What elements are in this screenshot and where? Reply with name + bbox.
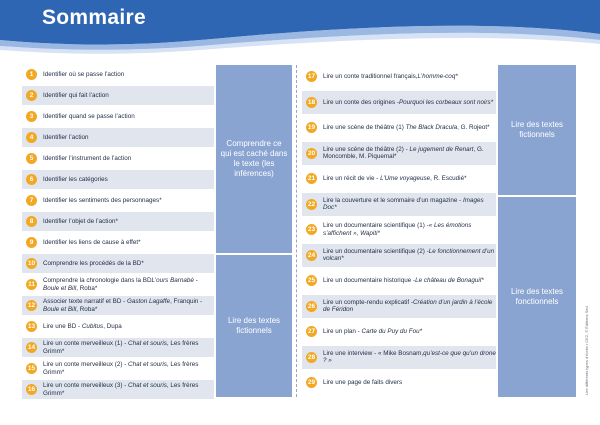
table-row [22,338,214,357]
item-text-part: , Dupa [103,322,122,330]
item-text [43,218,118,225]
table-row [302,320,496,344]
page-title: Sommaire [42,6,146,29]
category-fiction-right: Lire des textes fictionnels [498,65,576,195]
item-text-part: Lire un compte-rendu explicatif - [323,298,413,306]
table-row [302,371,496,395]
item-text [323,197,496,212]
item-text-part: Lire un plan - [323,328,362,336]
item-text [323,328,422,335]
table-row [22,317,214,336]
left-table [22,65,292,397]
table-row [22,359,214,378]
item-number: 19 [307,124,316,132]
item-text-part: Lire un documentaire scientifique (2) - [323,247,429,255]
item-text [43,113,135,120]
item-text-part: Lire un conte merveilleux (1) - [43,340,129,348]
item-text [323,299,496,314]
item-text-part: Lire un documentaire scientifique (1) - [323,222,429,230]
item-text [43,382,214,397]
item-number: 17 [307,73,316,81]
item-text [323,124,490,131]
item-text-part: Le fonctionnement d’un volcan* [323,247,495,263]
item-number: 14 [27,344,36,351]
category-functional: Lire des textes fonctionnels [498,197,576,397]
item-number: 15 [27,365,36,372]
item-text-part: Lire un conte merveilleux (2) - [43,361,129,369]
item-text-part: Images Doc* [323,196,484,212]
table-row [22,170,214,189]
item-text-part: qu’est-ce que qu’un drone ? » [323,349,496,365]
item-text-part: Boule et Bill [43,284,77,292]
right-table [302,65,576,397]
item-text-part: , Franquin - [170,298,203,306]
item-number: 3 [26,111,37,122]
table-row [302,167,496,191]
item-number: 20 [307,149,316,157]
item-text [43,340,214,355]
item-number: 28 [307,353,316,361]
table-row [302,244,496,268]
item-text-part: Gaston Lagaffe [127,298,171,306]
table-row [302,193,496,217]
item-text-part: Boule et Bill [43,305,77,313]
item-text-part: , R. Escudié* [430,175,467,183]
item-text-part: Lire un récit de vie - [323,175,381,183]
item-number: 5 [26,153,37,164]
table-row [302,346,496,370]
item-text-part: Lire un conte des origines - [323,98,399,106]
item-text-part: Pourquoi les corbeaux sont noirs* [398,98,494,106]
item-number: 9 [26,237,37,248]
item-number: 6 [26,174,37,185]
table-row [302,91,496,115]
item-number: 8 [26,216,37,227]
item-number: 16 [27,386,36,393]
item-text [43,298,214,313]
item-text [323,222,496,237]
item-text-part: Associer texte narratif et BD - [43,298,127,306]
table-row [302,295,496,319]
table-row [22,107,214,126]
item-text-part: , Les frères Grimm* [43,340,199,355]
item-text [323,73,458,80]
credit-text: Lire différents types d’écrits • CE2, © Éditions Sed [584,306,589,395]
item-text-part: Chat et souris [128,340,167,348]
table-row [22,296,214,315]
item-text-part: Comprendre les procédés de la BD* [43,259,144,267]
item-number: 25 [307,277,316,285]
item-text-part: Identifier les catégories [43,175,108,183]
item-text-part: « Les émotions s’affichent », Wapiti* [323,222,472,237]
item-text [43,71,124,78]
item-text-part: Lire un conte merveilleux (3) - [43,382,129,390]
item-text-part: Identifier quand se passe l’action [43,112,135,120]
item-text-part: Le château de Bonaguil* [415,277,484,285]
item-number: 29 [307,379,316,387]
item-text-part: Identifier les liens de cause à effet* [43,238,141,246]
item-text-part: , Les frères Grimm* [43,382,199,397]
item-number: 18 [307,98,316,106]
item-text-part: , Roba* [76,305,98,313]
item-text-part: Comprendre la chronologie dans la BD [43,277,152,285]
item-text-part: Lire une page de faits divers [323,379,403,387]
table-row [22,212,214,231]
item-text-part: , Les frères Grimm* [43,361,199,376]
item-text-part: Identifier l’objet de l’action* [43,217,118,225]
item-text [43,176,108,183]
item-number: 27 [307,328,316,336]
item-text-part: - [193,277,198,285]
item-text [323,350,496,365]
table-row [22,380,214,399]
item-number: 26 [307,302,316,310]
table-row [22,128,214,147]
table-row [22,86,214,105]
item-text-part: Lire un conte traditionnel français, [323,73,418,81]
item-number: 13 [27,323,36,330]
item-text-part: Le jugement de Renart [409,145,474,153]
table-row [302,116,496,140]
table-row [302,142,496,166]
item-text-part: The Black Dracula [405,124,458,132]
item-text [43,197,162,204]
item-number: 10 [27,260,36,267]
item-number: 22 [307,200,316,208]
item-text [323,248,496,263]
item-number: 24 [307,251,316,259]
item-text [323,99,493,106]
table-row [302,269,496,293]
item-number: 21 [307,175,316,183]
item-text [43,277,214,292]
item-text [323,277,484,284]
table-row [22,149,214,168]
item-text-part: Carte du Puy du Fou* [361,328,423,336]
item-text-part: Cubitus [81,322,104,330]
item-text-part: Identifier les sentiments des personnages* [43,196,162,204]
item-text [43,134,89,141]
item-number: 1 [26,69,37,80]
item-text-part: Identifier qui fait l’action [43,91,109,99]
item-text [43,361,214,376]
item-number: 11 [26,279,37,290]
item-text-part: Lire la couverture et le sommaire d’un magazine - [323,196,463,204]
item-number: 23 [307,226,316,234]
item-text [323,379,402,386]
item-text-part: Chat et souris [128,382,167,390]
header-banner [0,0,600,70]
item-text-part: Identifier l’instrument de l’action [43,154,132,162]
item-number: 2 [26,90,37,101]
item-text-part: Lire une interview - « Mike Bosnam, [323,349,424,357]
table-row [22,275,214,294]
item-text [43,155,131,162]
item-text-part: , Roba* [76,284,98,292]
item-text [43,323,122,330]
column-separator [296,65,297,397]
item-number: 12 [27,302,36,309]
table-row [302,65,496,89]
table-row [302,218,496,242]
item-text-part: Chat et souris [128,361,167,369]
item-text-part: Lire une scène de théâtre (1) [323,124,406,132]
item-text [43,260,144,267]
category-fiction-left: Lire des textes fictionnels [216,255,292,397]
item-text-part: Lire une BD - [43,322,82,330]
item-text-part: Identifier où se passe l’action [43,70,125,78]
table-row [22,254,214,273]
item-text [43,92,109,99]
item-text-part: L’Ume voyageuse [380,175,431,183]
table-row [22,191,214,210]
item-text [323,175,467,182]
item-text-part: , G. Moncomble, M. Piquemal* [323,145,484,161]
table-row [22,65,214,84]
item-text-part: L’ours Barnabé [151,277,194,285]
item-text-part: Identifier l’action [43,133,89,141]
category-inferences: Comprendre ce qui est caché dans le texte (les inférences) [216,65,292,253]
item-text-part: Création d’un jardin à l’école de Féridon [323,298,493,314]
item-text [323,146,496,161]
item-text-part: L’homme-coq* [417,73,458,81]
table-row [22,233,214,252]
item-text [43,239,141,246]
item-text-part: Lire un documentaire historique - [323,277,416,285]
item-text-part: , G. Rojeot* [457,124,490,132]
item-number: 7 [26,195,37,206]
item-text-part: Lire une scène de théâtre (2) - [323,145,410,153]
item-number: 4 [26,132,37,143]
